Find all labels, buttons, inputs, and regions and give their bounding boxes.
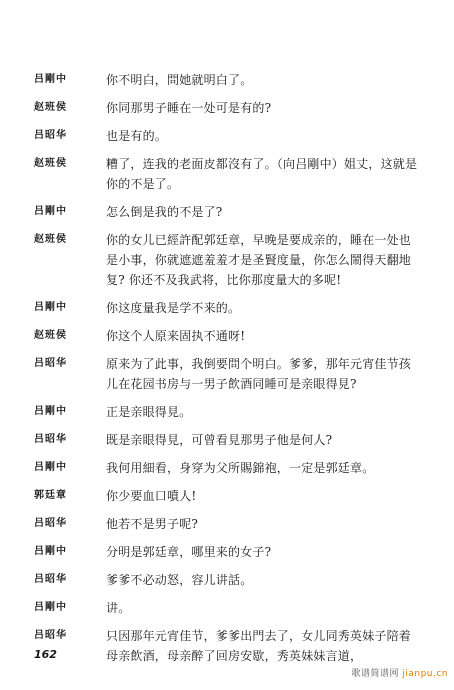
speaker-name: 吕昭华 xyxy=(34,630,67,641)
speaker-name: 吕昭华 xyxy=(34,358,67,369)
speaker-name: 吕昭华 xyxy=(34,434,67,445)
speech-text: 你这度量我是学不来的。 xyxy=(106,301,241,315)
speaker-name: 吕剛中 xyxy=(34,406,67,417)
speaker-name: 赵班侯 xyxy=(34,330,67,341)
dialogue-line xyxy=(0,70,454,90)
speech-text: 分明是郭廷章，哪里来的女子? xyxy=(106,545,272,559)
speaker-name: 吕昭华 xyxy=(34,130,67,141)
speech-text: 你少要血口噴人! xyxy=(106,489,197,503)
dialogue-line xyxy=(0,430,454,450)
watermark-url: jianpu.cn xyxy=(402,669,448,679)
speech-text: 原来为了此事，我倒要問个明白。爹爹，那年元宵佳节孩儿在花园书房与一男子飲酒同睡可是亲眼得見? xyxy=(106,357,412,391)
dialogue-line xyxy=(0,98,454,118)
dialogue-line xyxy=(0,230,454,290)
dialogue-line xyxy=(0,126,454,146)
speaker-name: 吕剛中 xyxy=(34,602,67,613)
speech-text: 你的女儿已經許配郭廷章，早晚是要成亲的，睡在一处也是小事，你就遮遮羞羞才是圣賢度量，你怎么鬧得天翻地复? 你还不及我武将，比你那度量大的多呢! xyxy=(106,233,412,287)
dialogue-line xyxy=(0,458,454,478)
speaker-name: 赵班侯 xyxy=(34,234,67,245)
speech-text: 正是亲眼得見。 xyxy=(106,405,192,419)
speaker-name: 吕剛中 xyxy=(34,74,67,85)
speech-text: 他若不是男子呢? xyxy=(106,517,199,531)
speech-text: 糟了，连我的老面皮都沒有了。（向吕剛中）姐丈，这就是你的不是了。 xyxy=(106,157,418,191)
speech-text: 你同那男子睡在一处可是有的? xyxy=(106,101,272,115)
speaker-name: 吕剛中 xyxy=(34,302,67,313)
speech-text: 我何用細看，身穿为父所賜錦袍，一定是郭廷章。 xyxy=(106,461,375,475)
dialogue-line xyxy=(0,326,454,346)
dialogue-line xyxy=(0,354,454,394)
dialogue-line xyxy=(0,542,454,562)
speaker-name: 赵班侯 xyxy=(34,158,67,169)
speaker-name: 吕昭华 xyxy=(34,574,67,585)
speech-text: 你不明白，問她就明白了。 xyxy=(106,73,253,87)
speech-text: 爹爹不必动怒，容儿讲話。 xyxy=(106,573,253,587)
page-number: 162 xyxy=(34,648,57,661)
watermark-site-name: 歌谱简谱网 xyxy=(351,669,399,679)
dialogue-line xyxy=(0,626,454,666)
speaker-name: 吕剛中 xyxy=(34,546,67,557)
dialogue-line xyxy=(0,402,454,422)
site-watermark xyxy=(351,666,448,679)
dialogue-line xyxy=(0,598,454,618)
speaker-name: 赵班侯 xyxy=(34,102,67,113)
speaker-name: 吕剛中 xyxy=(34,206,67,217)
speech-text: 你这个人原来固执不通呀! xyxy=(106,329,246,343)
speech-text: 既是亲眼得見，可曾看見那男子他是何人? xyxy=(106,433,333,447)
dialogue-line xyxy=(0,154,454,194)
speech-text: 怎么倒是我的不是了? xyxy=(106,205,223,219)
dialogue-line xyxy=(0,298,454,318)
dialogue-list xyxy=(0,70,454,674)
dialogue-line xyxy=(0,202,454,222)
speech-text: 也是有的。 xyxy=(106,129,168,143)
speech-text: 只因那年元宵佳节，爹爹出門去了，女儿同秀英妹子陪着母亲飲酒，母亲醉了回房安歇，秀英妹妹言道， xyxy=(106,629,412,663)
speaker-name: 吕剛中 xyxy=(34,462,67,473)
speech-text: 讲。 xyxy=(106,601,131,615)
dialogue-line xyxy=(0,486,454,506)
speaker-name: 郭廷章 xyxy=(34,490,67,501)
speaker-name: 吕昭华 xyxy=(34,518,67,529)
dialogue-line xyxy=(0,570,454,590)
dialogue-line xyxy=(0,514,454,534)
